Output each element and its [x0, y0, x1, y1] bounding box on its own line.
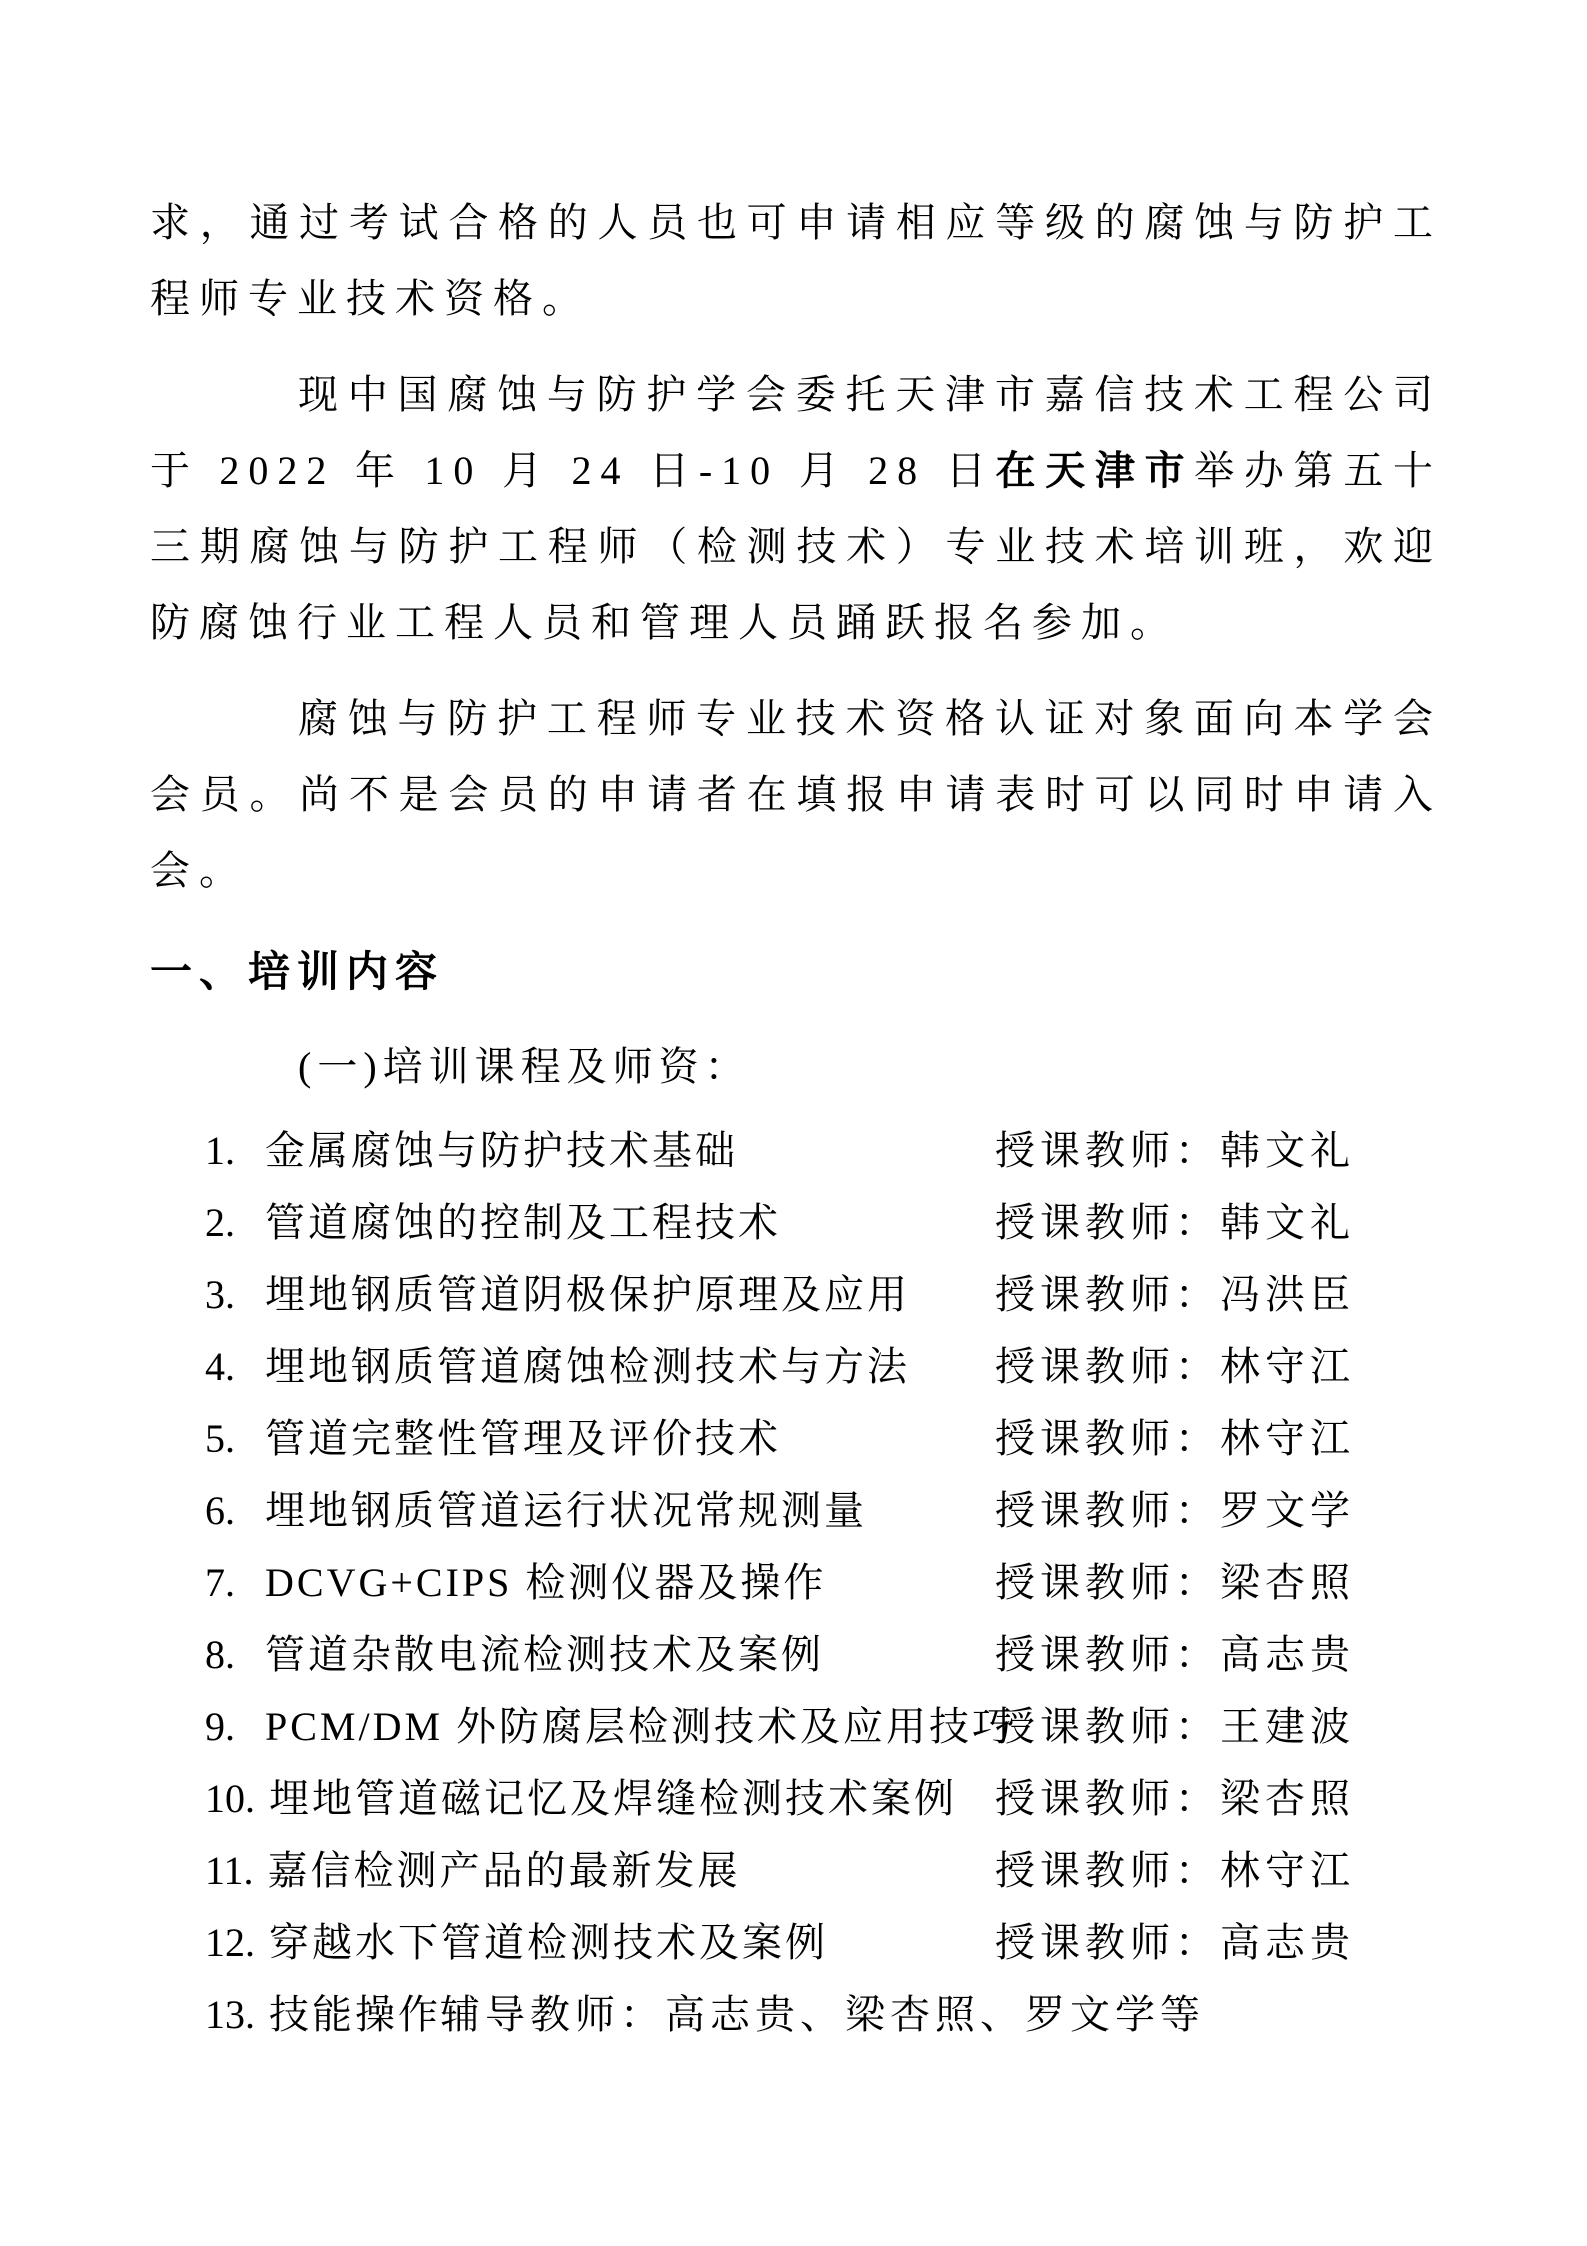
course-teacher: 授课教师：冯洪臣 — [995, 1272, 1355, 1317]
text-run: 求，通过考试合格的人员也可申请相应等级的腐蚀与防护工程师专业技术资格。 — [150, 200, 1442, 321]
course-row — [205, 1115, 1442, 1187]
course-number: 7. — [205, 1560, 235, 1605]
course-title-cell — [205, 1691, 1016, 1763]
course-number: 10. — [205, 1776, 255, 1821]
course-number: 9. — [205, 1704, 235, 1749]
course-row — [205, 1907, 1442, 1979]
course-title-cell — [205, 1979, 440, 2051]
course-number: 12. — [205, 1920, 255, 1965]
course-row — [205, 1619, 1442, 1691]
course-row — [205, 1979, 1442, 2051]
course-row — [205, 1259, 1442, 1331]
course-title-cell — [205, 1619, 995, 1691]
course-teacher: 授课教师：林守江 — [995, 1848, 1355, 1893]
course-title-cell — [205, 1835, 995, 1907]
course-number: 3. — [205, 1272, 235, 1317]
course-number: 1. — [205, 1128, 235, 1173]
course-row — [205, 1331, 1442, 1403]
course-number: 11. — [205, 1848, 254, 1893]
course-teacher: 授课教师：韩文礼 — [995, 1128, 1355, 1173]
course-row — [205, 1475, 1442, 1547]
course-teacher: 授课教师：林守江 — [995, 1416, 1355, 1461]
course-row — [205, 1835, 1442, 1907]
course-row — [205, 1187, 1442, 1259]
paragraph — [150, 681, 1442, 909]
course-number: 6. — [205, 1488, 235, 1533]
course-title-cell — [205, 1115, 995, 1187]
course-teacher: 授课教师：王建波 — [995, 1704, 1355, 1749]
course-title: 技能操作 — [269, 1992, 441, 2037]
course-title: 埋地钢质管道阴极保护原理及应用 — [265, 1272, 910, 1317]
course-teacher: 授课教师：梁杏照 — [995, 1560, 1355, 1605]
course-teacher: 授课教师：高志贵 — [995, 1920, 1355, 1965]
course-row — [205, 1763, 1442, 1835]
course-title: DCVG+CIPS 检测仪器及操作 — [265, 1560, 827, 1605]
course-title-cell — [205, 1763, 995, 1835]
course-teacher: 授课教师：韩文礼 — [995, 1200, 1355, 1245]
course-title: 金属腐蚀与防护技术基础 — [265, 1128, 738, 1173]
course-title-cell — [205, 1331, 995, 1403]
course-number: 2. — [205, 1200, 235, 1245]
course-title: 管道完整性管理及评价技术 — [265, 1416, 781, 1461]
course-teacher: 授课教师：林守江 — [995, 1344, 1355, 1389]
course-list — [205, 1115, 1442, 2051]
course-row — [205, 1403, 1442, 1475]
course-row — [205, 1691, 1442, 1763]
course-number: 5. — [205, 1416, 235, 1461]
course-teacher: 授课教师：罗文学 — [995, 1488, 1355, 1533]
course-title: 管道杂散电流检测技术及案例 — [265, 1632, 824, 1677]
course-title-cell — [205, 1187, 995, 1259]
text-run: 现中国腐蚀与防护学会委托天津市嘉信技术工程公司于 2022 年 10 月 24 日-10 月 28 日 — [150, 372, 1442, 493]
course-title: 埋地钢质管道腐蚀检测技术与方法 — [265, 1344, 910, 1389]
course-title-cell — [205, 1403, 995, 1475]
course-number: 4. — [205, 1344, 235, 1389]
course-title-cell — [205, 1475, 995, 1547]
course-title-cell — [205, 1259, 995, 1331]
course-title-cell — [205, 1547, 995, 1619]
course-title: 穿越水下管道检测技术及案例 — [269, 1920, 828, 1965]
course-title: PCM/DM 外防腐层检测技术及应用技巧 — [265, 1704, 1016, 1749]
text-run: 腐蚀与防护工程师专业技术资格认证对象面向本学会会员。尚不是会员的申请者在填报申请表时可以同时申请入会。 — [150, 696, 1442, 893]
course-title-cell — [205, 1907, 995, 1979]
section-heading: 一、培训内容 — [150, 948, 445, 995]
course-title: 埋地钢质管道运行状况常规测量 — [265, 1488, 867, 1533]
paragraph-container — [150, 185, 1442, 909]
course-teacher: 辅导教师：高志贵、梁杏照、罗文学等 — [440, 1992, 1205, 2037]
course-row — [205, 1547, 1442, 1619]
course-title: 埋地管道磁记忆及焊缝检测技术案例 — [269, 1776, 957, 1821]
bold-text-run: 在天津市 — [995, 448, 1195, 493]
course-number: 8. — [205, 1632, 235, 1677]
course-teacher: 授课教师：高志贵 — [995, 1632, 1355, 1677]
paragraph — [150, 357, 1442, 661]
course-teacher: 授课教师：梁杏照 — [995, 1776, 1355, 1821]
course-number: 13. — [205, 1992, 255, 2037]
course-title: 嘉信检测产品的最新发展 — [267, 1848, 741, 1893]
subsection-heading: (一)培训课程及师资： — [298, 1044, 751, 1089]
course-title: 管道腐蚀的控制及工程技术 — [265, 1200, 781, 1245]
text-run: 举办第五十三期腐蚀与防护工程师（检测技术）专业技术培训班，欢迎防腐蚀行业工程人员和管理人员踊跃报名参加。 — [150, 448, 1443, 645]
paragraph — [150, 185, 1442, 337]
